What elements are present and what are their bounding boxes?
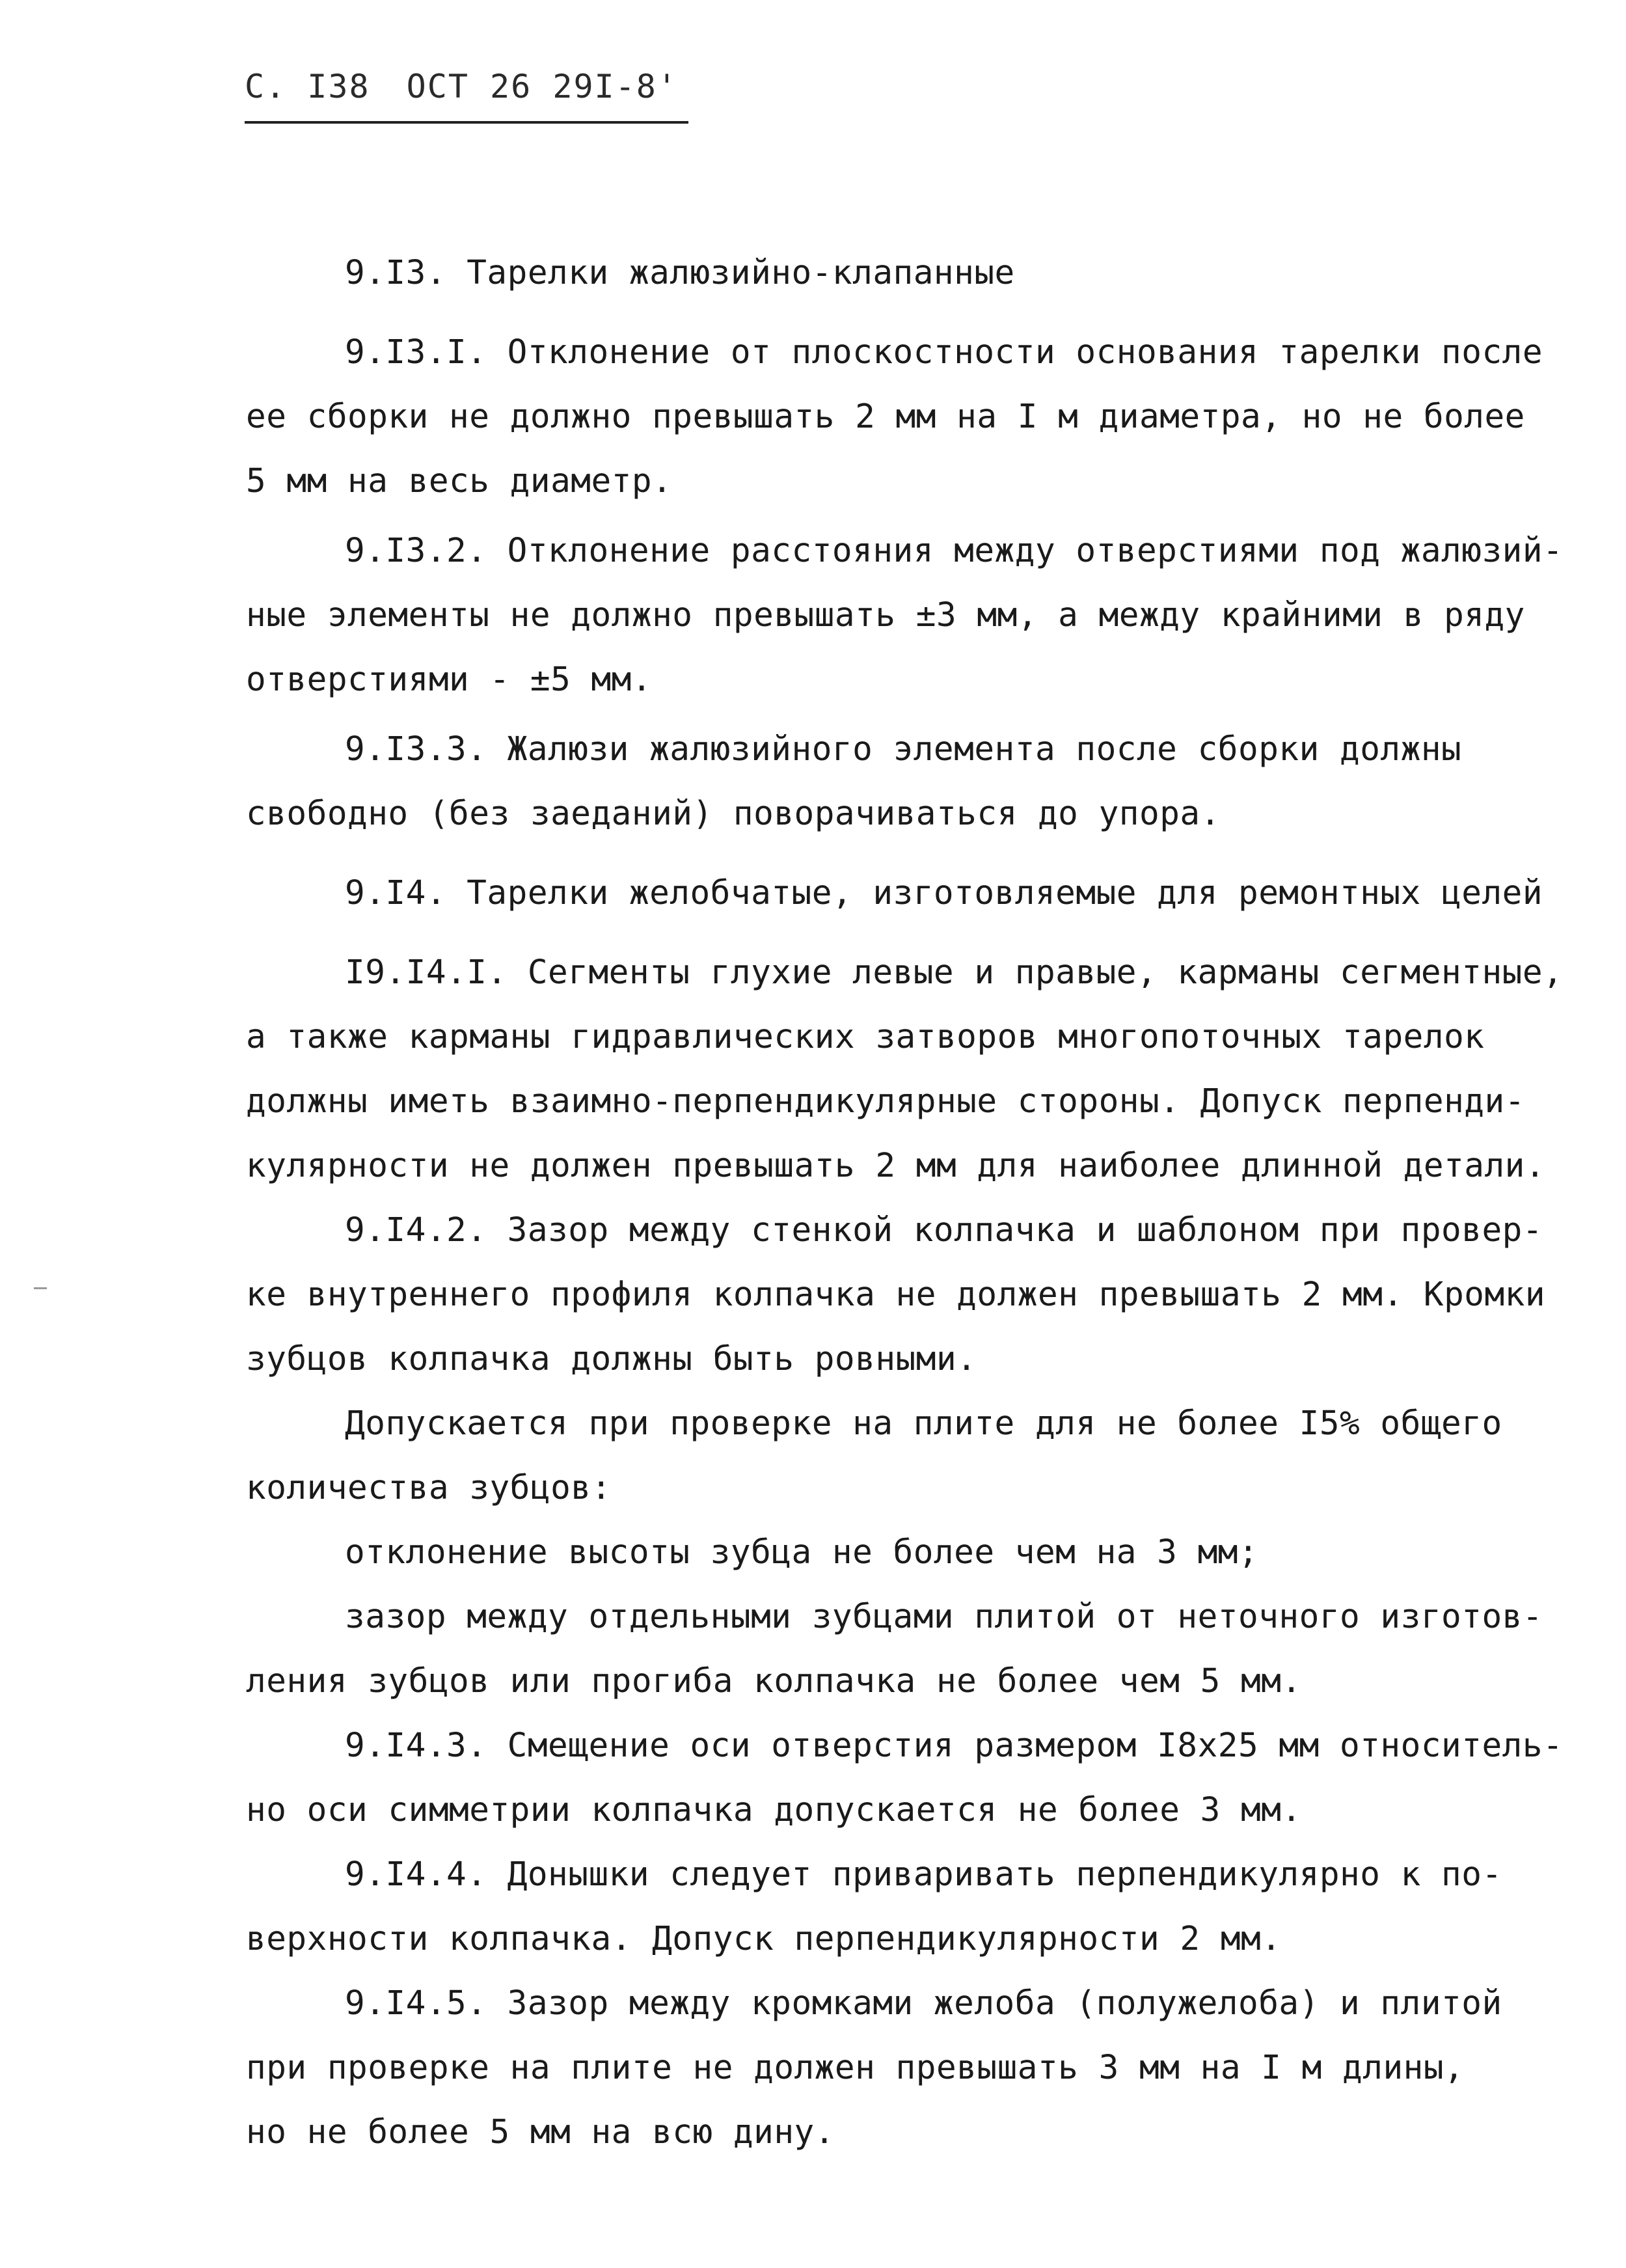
header-underline bbox=[245, 121, 688, 124]
clause-9-13-1-line-3: 5 мм на весь диаметр. bbox=[246, 462, 673, 500]
clause-9-13-2-line-1: 9.I3.2. Отклонение расстояния между отверстиями под жалюзий- bbox=[345, 532, 1564, 570]
clause-9-14-5-line-3: но не более 5 мм на всю дину. bbox=[246, 2113, 835, 2152]
section-heading-9-13: 9.I3. Тарелки жалюзийно-клапанные bbox=[345, 254, 1015, 292]
clause-9-14-2-line-2: ке внутреннего профиля колпачка не должен превышать 2 мм. Кромки bbox=[246, 1276, 1546, 1314]
clause-9-14-5-line-1: 9.I4.5. Зазор между кромками желоба (полужелоба) и плитой bbox=[345, 1984, 1502, 2023]
clause-9-13-1-line-1: 9.I3.I. Отклонение от плоскостности основания тарелки после bbox=[345, 333, 1543, 372]
clause-9-13-3-line-2: свободно (без заеданий) поворачиваться до упора. bbox=[246, 795, 1221, 833]
clause-9-14-2-line-3: зубцов колпачка должны быть ровными. bbox=[246, 1340, 977, 1378]
margin-mark bbox=[34, 1287, 47, 1289]
clause-9-14-1-line-2: а также карманы гидравлических затворов многопоточных тарелок bbox=[246, 1018, 1485, 1056]
clause-9-14-4-line-1: 9.I4.4. Донышки следует приваривать перпендикулярно к по- bbox=[345, 1855, 1502, 1894]
page-header bbox=[245, 68, 678, 105]
clause-9-14-2-item-2-line-2: ления зубцов или прогиба колпачка не более чем 5 мм. bbox=[246, 1662, 1302, 1701]
standard-code: ОСТ 26 29I-8' bbox=[406, 68, 678, 105]
clause-9-14-2-item-1: отклонение высоты зубца не более чем на 3 мм; bbox=[345, 1533, 1259, 1572]
document-body bbox=[246, 241, 1564, 2165]
clause-9-13-1-line-2: ее сборки не должно превышать 2 мм на I м диаметра, но не более bbox=[246, 398, 1525, 436]
clause-9-14-4-line-2: верхности колпачка. Допуск перпендикулярности 2 мм. bbox=[246, 1920, 1282, 1958]
clause-9-14-3-line-2: но оси симметрии колпачка допускается не более 3 мм. bbox=[246, 1791, 1302, 1829]
clause-9-14-1-line-1: I9.I4.I. Сегменты глухие левые и правые, карманы сегментные, bbox=[345, 953, 1564, 992]
clause-9-14-3-line-1: 9.I4.3. Смещение оси отверстия размером I8x25 мм относитель- bbox=[345, 1727, 1564, 1765]
clause-9-14-2-line-1: 9.I4.2. Зазор между стенкой колпачка и шаблоном при провер- bbox=[345, 1211, 1543, 1250]
clause-9-14-1-line-4: кулярности не должен превышать 2 мм для наиболее длинной детали. bbox=[246, 1147, 1546, 1185]
clause-9-13-2-line-3: отверстиями - ±5 мм. bbox=[246, 661, 653, 699]
clause-9-13-2-line-2: ные элементы не должно превышать ±3 мм, а между крайними в ряду bbox=[246, 596, 1525, 635]
clause-9-13-3-line-1: 9.I3.3. Жалюзи жалюзийного элемента после сборки должны bbox=[345, 730, 1462, 769]
clause-9-14-2-item-2-line-1: зазор между отдельными зубцами плитой от неточного изготов- bbox=[345, 1598, 1543, 1636]
clause-9-14-2-note-line-1: Допускается при проверке на плите для не более I5% общего bbox=[345, 1404, 1502, 1443]
page-number: С. I38 bbox=[245, 68, 370, 105]
section-heading-9-14: 9.I4. Тарелки желобчатые, изготовляемые для ремонтных целей bbox=[345, 874, 1543, 912]
clause-9-14-2-note-line-2: количества зубцов: bbox=[246, 1469, 612, 1507]
clause-9-14-1-line-3: должны иметь взаимно-перпендикулярные стороны. Допуск перпенди- bbox=[246, 1082, 1525, 1121]
clause-9-14-5-line-2: при проверке на плите не должен превышать 3 мм на I м длины, bbox=[246, 2049, 1465, 2087]
